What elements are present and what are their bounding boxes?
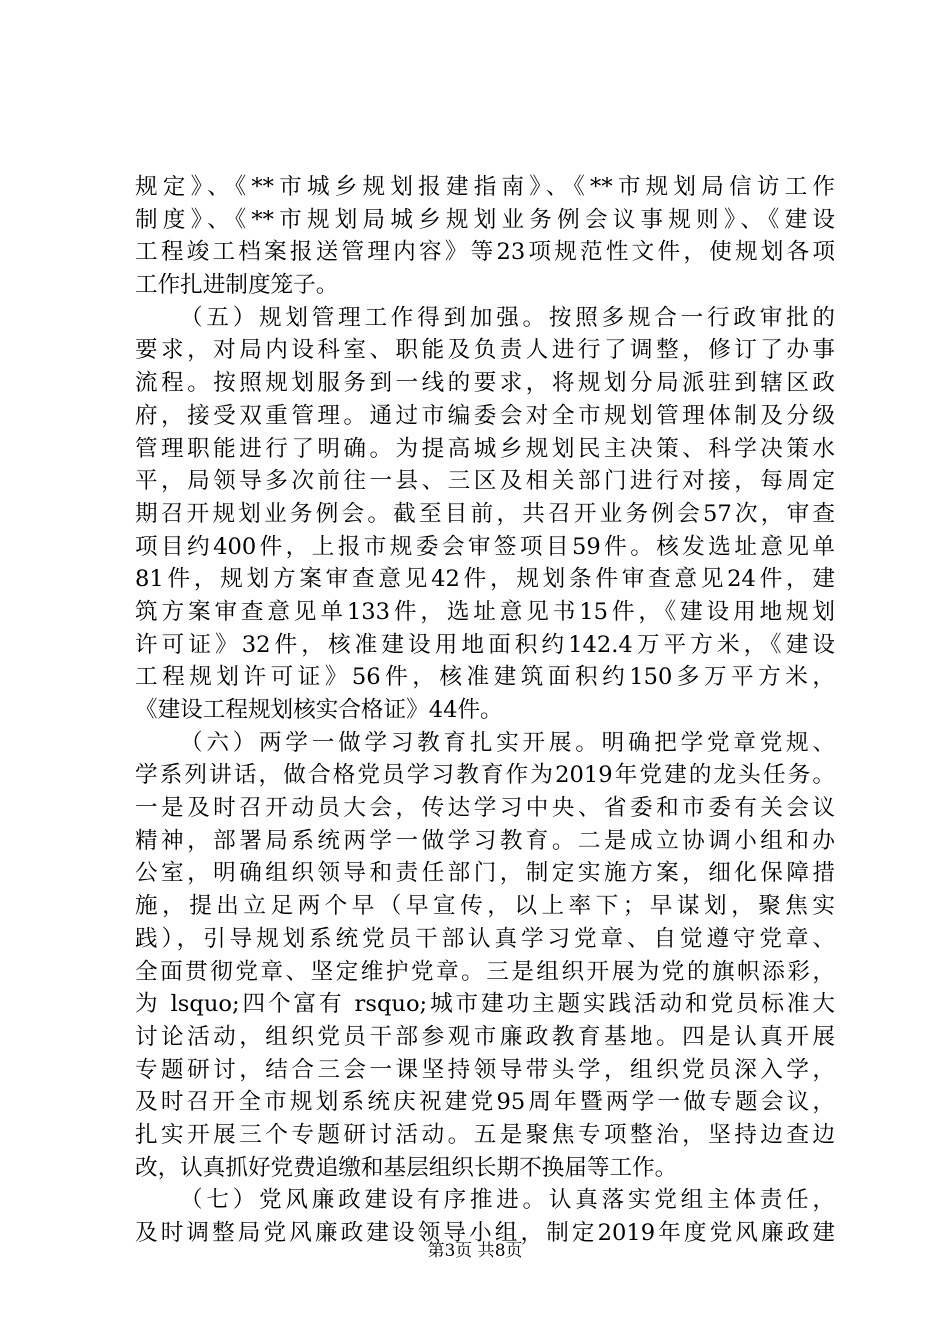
text-line: 期召开规划业务例会。截至目前，共召开业务例会57次，审查 xyxy=(135,500,835,527)
text-line: 府，接受双重管理。通过市编委会对全市规划管理体制及分级 xyxy=(135,402,835,429)
text-line: 及时调整局党风廉政建设领导小组，制定2019年度党风廉政建 xyxy=(135,1220,835,1246)
text-line: 改，认真抓好党费追缴和基层组织长期不换届等工作。 xyxy=(135,1154,678,1181)
text-line: 81件，规划方案审查意见42件，规划条件审查意见24件，建 xyxy=(135,566,835,593)
text-line: 公室，明确组织领导和责任部门，制定实施方案，细化保障措 xyxy=(135,860,835,887)
text-line: 制度》、《**市规划局城乡规划业务例会议事规则》、《建设 xyxy=(135,206,835,233)
text-line: 及时召开全市规划系统庆祝建党95周年暨两学一做专题会议， xyxy=(135,1089,835,1116)
text-line: 一是及时召开动员大会，传达学习中央、省委和市委有关会议 xyxy=(135,795,835,822)
text-line: 践），引导规划系统党员干部认真学习党章、自觉遵守党章、 xyxy=(135,925,835,952)
document-body xyxy=(135,171,835,1250)
text-line: 要求，对局内设科室、职能及负责人进行了调整，修订了办事 xyxy=(135,337,835,364)
text-line: 工程竣工档案报送管理内容》等23项规范性文件，使规划各项 xyxy=(135,239,835,266)
section-heading-line: （五）规划管理工作得到加强。按照多规合一行政审批的 xyxy=(180,304,835,331)
text-line: 规定》、《**市城乡规划报建指南》、《**市规划局信访工作 xyxy=(135,174,835,200)
text-line: 筑方案审查意见单133件，选址意见书15件，《建设用地规划 xyxy=(135,598,835,625)
text-line: 《建设工程规划核实合格证》44件。 xyxy=(135,697,503,723)
text-line: 学系列讲话，做合格党员学习教育作为2019年党建的龙头任务。 xyxy=(135,762,835,789)
text-line: 项目约400件，上报市规委会审签项目59件。核发选址意见单 xyxy=(135,533,835,560)
section-heading-line: （七）党风廉政建设有序推进。认真落实党组主体责任， xyxy=(180,1187,835,1214)
page-number-footer: 第3页 共8页 xyxy=(427,1241,523,1261)
text-line: 许可证》32件，核准建设用地面积约142.4万平方米，《建设 xyxy=(135,631,835,658)
section-heading-line: （六）两学一做学习教育扎实开展。明确把学党章党规、 xyxy=(180,729,835,756)
text-line: 施，提出立足两个早（早宣传，以上率下；早谋划，聚焦实 xyxy=(135,893,835,920)
text-line: 工作扎进制度笼子。 xyxy=(135,272,339,299)
text-line: 管理职能进行了明确。为提高城乡规划民主决策、科学决策水 xyxy=(135,435,835,462)
text-line: 精神，部署局系统两学一做学习教育。二是成立协调小组和办 xyxy=(135,827,835,854)
text-line: 全面贯彻党章、坚定维护党章。三是组织开展为党的旗帜添彩， xyxy=(135,958,835,985)
text-line: 平，局领导多次前往一县、三区及相关部门进行对接，每周定 xyxy=(135,468,835,495)
text-line: 流程。按照规划服务到一线的要求，将规划分局派驻到辖区政 xyxy=(135,370,835,397)
text-line: 工程规划许可证》56件，核准建筑面积约150多万平方米， xyxy=(135,664,835,691)
text-line: 扎实开展三个专题研讨活动。五是聚焦专项整治，坚持边查边 xyxy=(135,1121,835,1148)
text-line: 为 lsquo;四个富有 rsquo;城市建功主题实践活动和党员标准大 xyxy=(135,991,835,1018)
text-line: 专题研讨，结合三会一课坚持领导带头学，组织党员深入学， xyxy=(135,1056,835,1083)
text-line: 讨论活动，组织党员干部参观市廉政教育基地。四是认真开展 xyxy=(135,1023,835,1050)
